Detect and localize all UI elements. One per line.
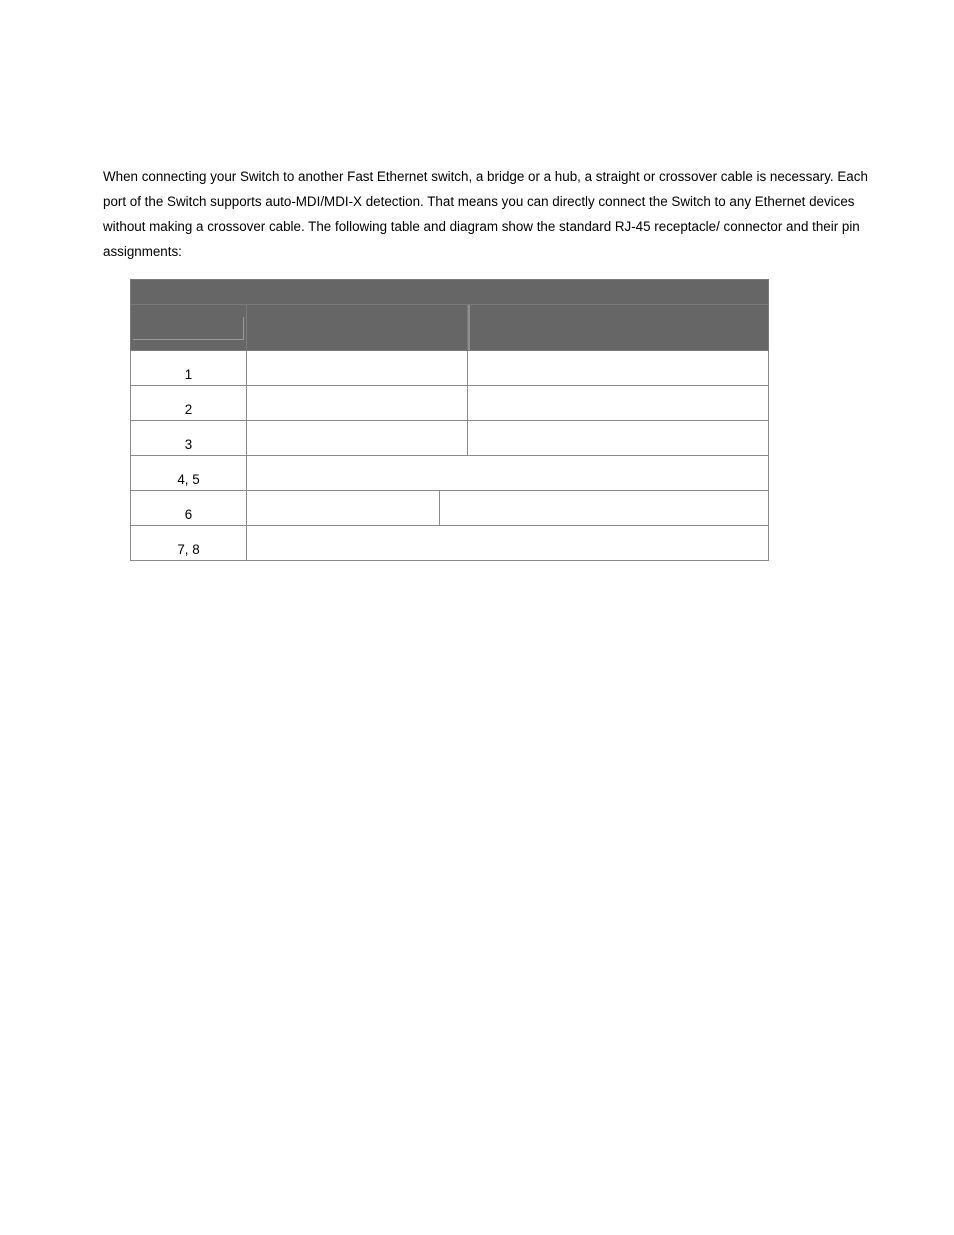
table-title-row <box>131 280 769 305</box>
pin-number: 4, 5 <box>131 456 247 491</box>
table-title <box>131 280 769 305</box>
merged-cell <box>247 526 769 561</box>
mdix-cell <box>468 351 769 386</box>
mdix-cell <box>440 491 769 526</box>
pin-assignment-table <box>130 279 769 561</box>
table-row <box>131 491 769 526</box>
table-row <box>131 456 769 491</box>
table-row <box>131 421 769 456</box>
header-separator <box>468 305 470 350</box>
pin-number: 6 <box>131 491 247 526</box>
header-pin <box>131 305 247 351</box>
intro-paragraph: When connecting your Switch to another Fast Ethernet switch, a bridge or a hub, a straight or crossover cable is necessary. Each port of the Switch supports auto-MDI/MDI-X detection. That means you can directly connect the Switch to any Ethernet devices without making a crossover cable. The following table and diagram show the standard RJ-45 receptacle/ connector and their pin assignments: <box>103 169 868 259</box>
header-mdix <box>468 305 769 351</box>
pin-number: 1 <box>131 351 247 386</box>
pin-number: 3 <box>131 421 247 456</box>
mdi-cell <box>247 421 468 456</box>
table-header-row <box>131 305 769 351</box>
pin-number: 7, 8 <box>131 526 247 561</box>
mdix-cell <box>468 421 769 456</box>
mdix-cell <box>468 386 769 421</box>
mdi-cell <box>247 491 440 526</box>
mdi-cell <box>247 351 468 386</box>
header-mdi <box>247 305 468 351</box>
table-row <box>131 351 769 386</box>
merged-cell <box>247 456 769 491</box>
header-pin-inset <box>133 317 244 340</box>
pin-number: 2 <box>131 386 247 421</box>
mdi-cell <box>247 386 468 421</box>
table-row <box>131 386 769 421</box>
table-row <box>131 526 769 561</box>
